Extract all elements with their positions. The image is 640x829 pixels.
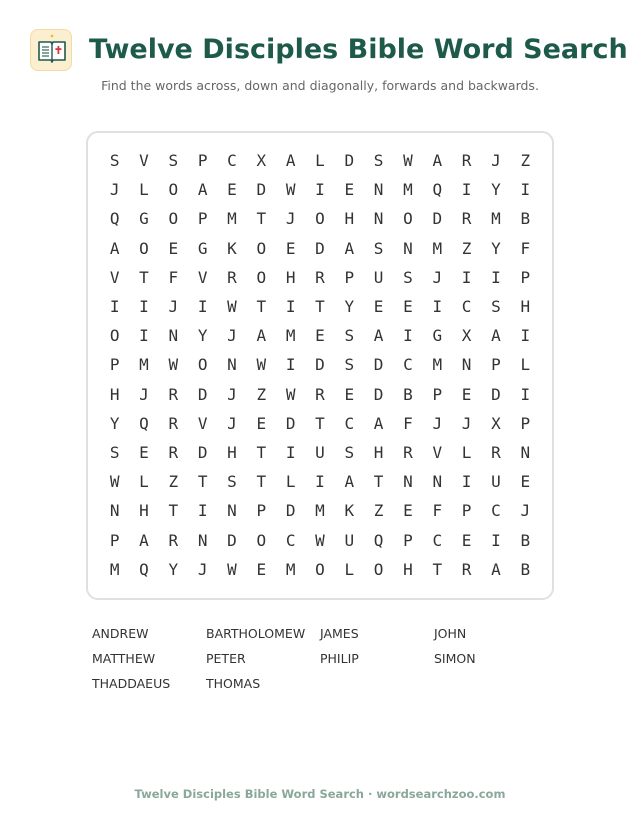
grid-cell[interactable]: C xyxy=(461,297,472,317)
grid-cell[interactable]: P xyxy=(344,267,355,287)
grid-cell[interactable]: C xyxy=(403,355,413,375)
grid-cell[interactable]: R xyxy=(461,559,472,579)
instructions-text: Find the words across, down and diagonally, forwards and backwards. xyxy=(101,78,539,93)
grid-cell[interactable]: P xyxy=(520,413,531,433)
word-list-item: PHILIP xyxy=(320,651,359,666)
grid-cell[interactable]: P xyxy=(520,267,531,287)
grid-cell[interactable]: T xyxy=(139,267,149,287)
grid-cell[interactable]: E xyxy=(461,530,472,550)
grid-cell[interactable]: E xyxy=(344,180,355,200)
grid-cell[interactable]: E xyxy=(256,413,267,433)
grid-cell[interactable]: H xyxy=(403,559,413,579)
grid-cell[interactable]: A xyxy=(373,413,384,433)
grid-cell[interactable]: T xyxy=(256,297,267,317)
grid-cell[interactable]: I xyxy=(285,442,296,462)
grid-cell[interactable]: S xyxy=(403,267,413,287)
grid-cell[interactable]: Z xyxy=(520,151,531,171)
grid-cell[interactable]: I xyxy=(520,384,531,404)
word-list-item: JOHN xyxy=(434,626,467,641)
grid-cell[interactable]: E xyxy=(256,559,267,579)
grid-cell[interactable]: X xyxy=(461,326,472,346)
grid-cell[interactable]: A xyxy=(432,151,443,171)
page-title: Twelve Disciples Bible Word Search xyxy=(89,34,628,65)
grid-cell[interactable]: U xyxy=(491,472,501,492)
grid-cell[interactable]: M xyxy=(432,355,443,375)
grid-cell[interactable]: D xyxy=(227,530,237,550)
grid-cell[interactable]: B xyxy=(403,384,413,404)
grid-cell[interactable]: D xyxy=(491,384,501,404)
grid-cell[interactable]: M xyxy=(139,355,149,375)
grid-cell[interactable]: G xyxy=(197,238,208,258)
word-list-item: THOMAS xyxy=(206,676,261,691)
grid-cell[interactable]: K xyxy=(344,501,355,521)
grid-cell[interactable]: O xyxy=(139,238,149,258)
grid-cell[interactable]: O xyxy=(256,267,267,287)
grid-cell[interactable]: D xyxy=(285,501,296,521)
grid-cell[interactable]: P xyxy=(109,530,120,550)
grid-cell[interactable]: P xyxy=(109,355,120,375)
grid-cell[interactable]: I xyxy=(520,326,531,346)
grid-cell[interactable]: G xyxy=(432,326,443,346)
grid-cell[interactable]: T xyxy=(168,501,179,521)
grid-cell[interactable]: Y xyxy=(168,559,179,579)
grid-cell[interactable]: F xyxy=(432,501,443,521)
grid-cell[interactable]: A xyxy=(285,151,296,171)
grid-cell[interactable]: I xyxy=(403,326,413,346)
grid-cell[interactable]: I xyxy=(461,472,472,492)
grid-cell[interactable]: C xyxy=(491,501,501,521)
grid-cell[interactable]: J xyxy=(197,559,208,579)
grid-cell[interactable]: M xyxy=(403,180,413,200)
grid-cell[interactable]: P xyxy=(256,501,267,521)
grid-cell[interactable]: W xyxy=(315,530,325,550)
grid-cell[interactable]: D xyxy=(373,384,384,404)
grid-cell[interactable]: I xyxy=(197,501,208,521)
grid-cell[interactable]: S xyxy=(373,151,384,171)
grid-cell[interactable]: N xyxy=(461,355,472,375)
grid-cell[interactable]: W xyxy=(285,180,296,200)
grid-cell[interactable]: P xyxy=(461,501,472,521)
grid-cell[interactable]: Y xyxy=(197,326,208,346)
grid-cell[interactable]: E xyxy=(315,326,325,346)
grid-cell[interactable]: P xyxy=(403,530,413,550)
grid-cell[interactable]: D xyxy=(285,413,296,433)
grid-cell[interactable]: R xyxy=(461,209,472,229)
grid-cell[interactable]: O xyxy=(315,209,325,229)
grid-cell[interactable]: V xyxy=(197,267,208,287)
grid-cell[interactable]: O xyxy=(109,326,120,346)
grid-cell[interactable]: G xyxy=(139,209,149,229)
grid-cell[interactable]: I xyxy=(139,297,149,317)
grid-cell[interactable]: D xyxy=(373,355,384,375)
grid-cell[interactable]: E xyxy=(373,297,384,317)
grid-cell[interactable]: R xyxy=(315,384,325,404)
grid-cell[interactable]: J xyxy=(520,501,531,521)
grid-cell[interactable]: N xyxy=(168,326,179,346)
grid-cell[interactable]: D xyxy=(197,384,208,404)
grid-cell[interactable]: R xyxy=(168,413,179,433)
open-bible-icon xyxy=(30,29,72,71)
grid-cell[interactable]: A xyxy=(197,180,208,200)
grid-cell[interactable]: F xyxy=(403,413,413,433)
grid-cell[interactable]: Y xyxy=(344,297,355,317)
grid-cell[interactable]: I xyxy=(461,180,472,200)
grid-cell[interactable]: Z xyxy=(461,238,472,258)
grid-cell[interactable]: O xyxy=(403,209,413,229)
grid-cell[interactable]: U xyxy=(373,267,384,287)
header xyxy=(0,0,640,100)
grid-cell[interactable]: T xyxy=(315,413,325,433)
grid-cell[interactable]: T xyxy=(432,559,443,579)
grid-cell[interactable]: N xyxy=(227,501,237,521)
grid-cell[interactable]: T xyxy=(197,472,208,492)
grid-cell[interactable]: C xyxy=(432,530,443,550)
grid-cell[interactable]: N xyxy=(520,442,531,462)
grid-cell[interactable]: S xyxy=(344,442,355,462)
word-list-item: PETER xyxy=(206,651,246,666)
grid-cell[interactable]: M xyxy=(109,559,120,579)
grid-cell[interactable]: J xyxy=(227,413,237,433)
grid-cell[interactable]: S xyxy=(373,238,384,258)
grid-cell[interactable]: P xyxy=(197,209,208,229)
grid-cell[interactable]: D xyxy=(432,209,443,229)
grid-cell[interactable]: X xyxy=(491,413,501,433)
grid-cell[interactable]: I xyxy=(197,297,208,317)
grid-cell[interactable]: U xyxy=(344,530,355,550)
grid-cell[interactable]: A xyxy=(344,472,355,492)
grid-cell[interactable]: R xyxy=(168,442,179,462)
grid-cell[interactable]: V xyxy=(432,442,443,462)
grid-cell[interactable]: F xyxy=(520,238,531,258)
grid-cell[interactable]: O xyxy=(315,559,325,579)
grid-cell[interactable]: O xyxy=(168,180,179,200)
word-list xyxy=(92,626,548,701)
grid-cell[interactable]: I xyxy=(285,297,296,317)
grid-cell[interactable]: P xyxy=(432,384,443,404)
grid-cell[interactable]: W xyxy=(109,472,120,492)
grid-cell[interactable]: E xyxy=(344,384,355,404)
grid-cell[interactable]: W xyxy=(227,559,237,579)
grid-cell[interactable]: N xyxy=(403,238,413,258)
grid-cell[interactable]: Z xyxy=(373,501,384,521)
grid-cell[interactable]: O xyxy=(197,355,208,375)
grid-cell[interactable]: R xyxy=(168,530,179,550)
grid-cell[interactable]: M xyxy=(285,326,296,346)
grid-cell[interactable]: O xyxy=(168,209,179,229)
grid-cell[interactable]: Q xyxy=(373,530,384,550)
grid-cell[interactable]: J xyxy=(168,297,179,317)
grid-cell[interactable]: H xyxy=(227,442,237,462)
grid-cell[interactable]: A xyxy=(256,326,267,346)
grid-cell[interactable]: L xyxy=(344,559,355,579)
grid-cell[interactable]: J xyxy=(109,180,120,200)
grid-cell[interactable]: S xyxy=(227,472,237,492)
grid-cell[interactable]: T xyxy=(256,209,267,229)
grid-cell[interactable]: I xyxy=(491,267,501,287)
grid-cell[interactable]: L xyxy=(520,355,531,375)
grid-cell[interactable]: E xyxy=(139,442,149,462)
grid-cell[interactable]: S xyxy=(344,326,355,346)
grid-cell[interactable]: T xyxy=(256,472,267,492)
footer-credit: Twelve Disciples Bible Word Search · wordsearchzoo.com xyxy=(134,787,506,801)
grid-cell[interactable]: T xyxy=(256,442,267,462)
grid-cell[interactable]: S xyxy=(491,297,501,317)
grid-cell[interactable]: D xyxy=(315,238,325,258)
grid-cell[interactable]: X xyxy=(256,151,267,171)
grid-cell[interactable]: J xyxy=(491,151,501,171)
grid-cell[interactable]: I xyxy=(461,267,472,287)
word-list-item: JAMES xyxy=(320,626,359,641)
grid-cell[interactable]: R xyxy=(227,267,237,287)
grid-cell[interactable]: A xyxy=(491,559,501,579)
word-list-item: ANDREW xyxy=(92,626,149,641)
grid-cell[interactable]: A xyxy=(139,530,149,550)
grid-cell[interactable]: C xyxy=(285,530,296,550)
grid-cell[interactable]: F xyxy=(168,267,179,287)
grid-cell[interactable]: B xyxy=(520,559,531,579)
grid-cell[interactable]: W xyxy=(403,151,413,171)
grid-cell[interactable]: N xyxy=(197,530,208,550)
grid-cell[interactable]: L xyxy=(461,442,472,462)
word-list-item: THADDAEUS xyxy=(92,676,171,691)
word-list-item: SIMON xyxy=(434,651,476,666)
grid-cell[interactable]: Y xyxy=(491,238,501,258)
grid-cell[interactable]: S xyxy=(168,151,179,171)
grid-cell[interactable]: O xyxy=(256,530,267,550)
grid-cell[interactable]: J xyxy=(285,209,296,229)
grid-cell[interactable]: W xyxy=(168,355,179,375)
grid-cell[interactable]: I xyxy=(520,180,531,200)
grid-cell[interactable]: T xyxy=(373,472,384,492)
grid-cell[interactable]: V xyxy=(109,267,120,287)
grid-cell[interactable]: P xyxy=(491,355,501,375)
grid-cell[interactable]: M xyxy=(491,209,501,229)
grid-cell[interactable]: N xyxy=(432,472,443,492)
grid-cell[interactable]: N xyxy=(373,180,384,200)
grid-cell[interactable]: Z xyxy=(168,472,179,492)
grid-cell[interactable]: B xyxy=(520,530,531,550)
grid-cell[interactable]: R xyxy=(403,442,413,462)
grid-cell[interactable]: I xyxy=(432,297,443,317)
grid-cell[interactable]: E xyxy=(461,384,472,404)
grid-cell[interactable]: Q xyxy=(139,413,149,433)
grid-cell[interactable]: N xyxy=(403,472,413,492)
word-list-item: BARTHOLOMEW xyxy=(206,626,306,641)
grid-cell[interactable]: O xyxy=(373,559,384,579)
grid-cell[interactable]: E xyxy=(227,180,237,200)
grid-cell[interactable]: H xyxy=(344,209,355,229)
grid-cell[interactable]: M xyxy=(227,209,237,229)
grid-cell[interactable]: A xyxy=(491,326,501,346)
grid-cell[interactable]: D xyxy=(197,442,208,462)
grid-cell[interactable]: E xyxy=(403,501,413,521)
grid-cell[interactable]: Y xyxy=(109,413,120,433)
grid-cell[interactable]: E xyxy=(403,297,413,317)
grid-cell[interactable]: K xyxy=(227,238,237,258)
grid-cell[interactable]: R xyxy=(491,442,501,462)
grid-cell[interactable]: C xyxy=(344,413,355,433)
grid-cell[interactable]: H xyxy=(139,501,149,521)
grid-cell[interactable]: L xyxy=(139,180,149,200)
grid-cell[interactable]: Q xyxy=(109,209,120,229)
grid-cell[interactable]: V xyxy=(197,413,208,433)
grid-cell[interactable]: M xyxy=(432,238,443,258)
grid-cell[interactable]: R xyxy=(461,151,472,171)
grid-cell[interactable]: I xyxy=(285,355,296,375)
grid-cell[interactable]: O xyxy=(256,238,267,258)
grid-cell[interactable]: J xyxy=(432,413,443,433)
grid-cell[interactable]: I xyxy=(315,472,325,492)
grid-cell[interactable]: L xyxy=(315,151,325,171)
grid-cell[interactable]: A xyxy=(344,238,355,258)
grid-cell[interactable]: D xyxy=(344,151,355,171)
grid-cell[interactable]: S xyxy=(109,151,120,171)
grid-cell[interactable]: R xyxy=(168,384,179,404)
grid-cell[interactable]: M xyxy=(315,501,325,521)
grid-cell[interactable]: I xyxy=(139,326,149,346)
grid-cell[interactable]: A xyxy=(373,326,384,346)
grid-cell[interactable]: Q xyxy=(139,559,149,579)
grid-cell[interactable]: I xyxy=(491,530,501,550)
grid-cell[interactable]: R xyxy=(315,267,325,287)
grid-cell[interactable]: J xyxy=(139,384,149,404)
grid-cell[interactable]: E xyxy=(520,472,531,492)
grid-cell[interactable]: D xyxy=(256,180,267,200)
grid-cell[interactable]: P xyxy=(197,151,208,171)
grid-cell[interactable]: L xyxy=(285,472,296,492)
grid-cell[interactable]: H xyxy=(285,267,296,287)
grid-cell[interactable]: S xyxy=(344,355,355,375)
grid-cell[interactable]: J xyxy=(227,326,237,346)
grid-cell[interactable]: N xyxy=(373,209,384,229)
grid-cell[interactable]: W xyxy=(227,297,237,317)
grid-cell[interactable]: L xyxy=(139,472,149,492)
grid-cell[interactable]: S xyxy=(109,442,120,462)
grid-cell[interactable]: H xyxy=(373,442,384,462)
grid-cell[interactable]: E xyxy=(285,238,296,258)
grid-cell[interactable]: V xyxy=(139,151,149,171)
grid-cell[interactable]: Y xyxy=(491,180,501,200)
grid-cell[interactable]: Q xyxy=(432,180,443,200)
grid-cell[interactable]: M xyxy=(285,559,296,579)
grid-cell[interactable]: E xyxy=(168,238,179,258)
grid-cell[interactable]: I xyxy=(109,297,120,317)
word-list-item: MATTHEW xyxy=(92,651,156,666)
grid-cell[interactable]: W xyxy=(256,355,267,375)
letter-grid xyxy=(100,146,540,586)
grid-cell[interactable]: N xyxy=(109,501,120,521)
grid-cell[interactable]: Z xyxy=(256,384,267,404)
grid-cell[interactable]: A xyxy=(109,238,120,258)
grid-cell[interactable]: B xyxy=(520,209,531,229)
grid-cell[interactable]: H xyxy=(520,297,531,317)
grid-cell[interactable]: H xyxy=(109,384,120,404)
grid-cell[interactable]: W xyxy=(285,384,296,404)
grid-cell[interactable]: J xyxy=(432,267,443,287)
grid-cell[interactable]: N xyxy=(227,355,237,375)
grid-cell[interactable]: D xyxy=(315,355,325,375)
grid-cell[interactable]: T xyxy=(315,297,325,317)
grid-cell[interactable]: J xyxy=(461,413,472,433)
grid-cell[interactable]: U xyxy=(315,442,325,462)
grid-cell[interactable]: C xyxy=(227,151,237,171)
grid-cell[interactable]: I xyxy=(315,180,325,200)
grid-cell[interactable]: J xyxy=(227,384,237,404)
